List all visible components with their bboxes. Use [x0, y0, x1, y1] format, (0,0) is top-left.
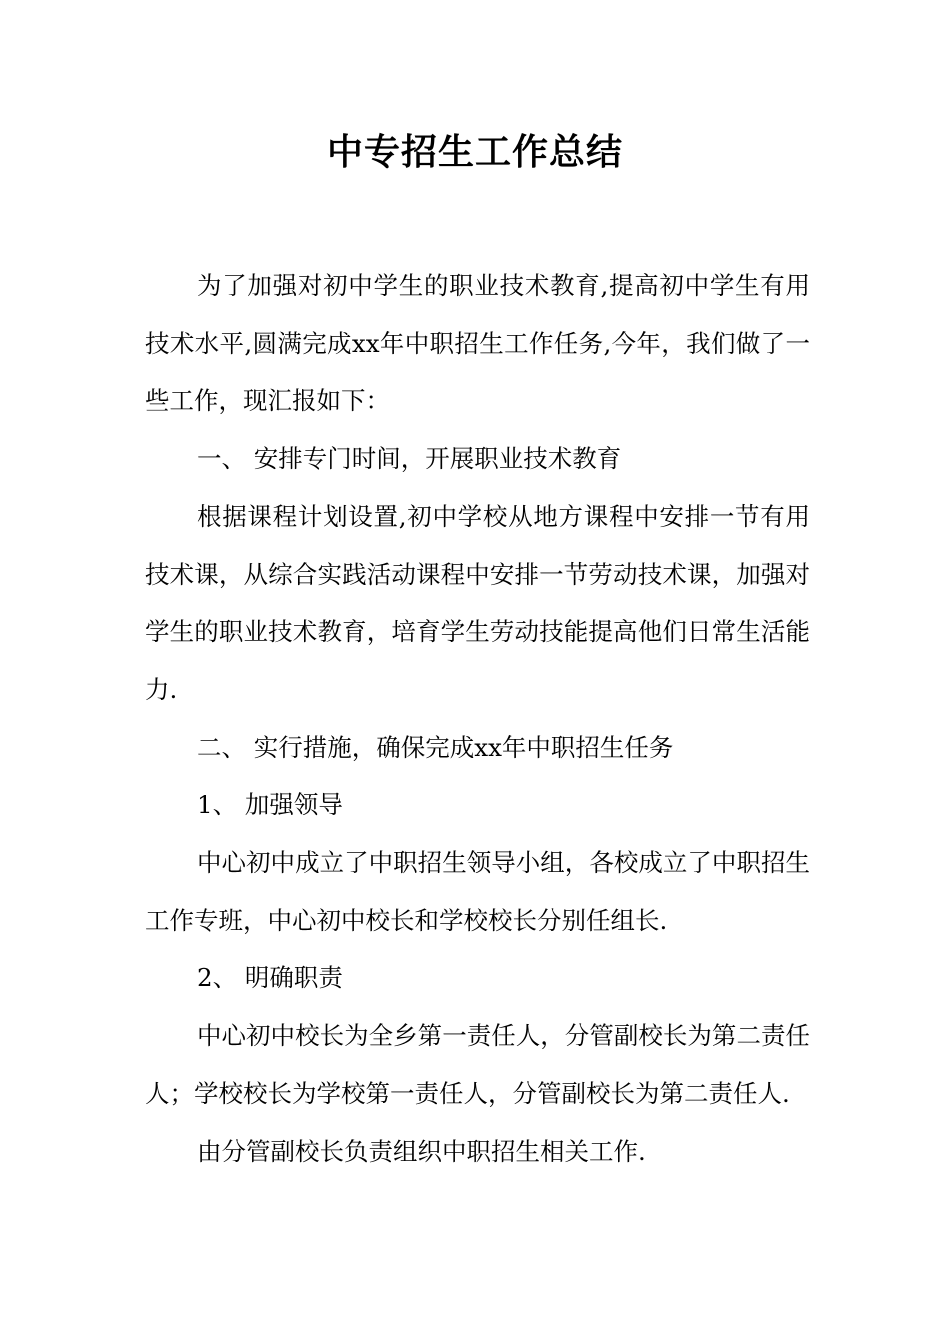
paragraph-intro: 为了加强对初中学生的职业技术教育,提高初中学生有用技术水平,圆满完成xx年中职招生工作任务,今年，我们做了一些工作，现汇报如下：	[145, 271, 810, 416]
paragraph-organization: 由分管副校长负责组织中职招生相关工作.	[197, 1136, 646, 1166]
paragraph-curriculum: 根据课程计划设置,初中学校从地方课程中安排一节有用技术课，从综合实践活动课程中安排一节劳动技术课，加强对学生的职业技术教育，培育学生劳动技能提高他们日常生活能力.	[145, 501, 810, 704]
section-heading-2: 二、 实行措施，确保完成xx年中职招生任务	[197, 732, 674, 762]
paragraph-leadership: 中心初中成立了中职招生领导小组，各校成立了中职招生工作专班，中心初中校长和学校校长分别任组长.	[145, 848, 810, 935]
section-heading-1: 一、 安排专门时间，开展职业技术教育	[197, 444, 622, 474]
subheading-leadership: 1、 加强领导	[197, 790, 343, 820]
paragraph-duties: 中心初中校长为全乡第一责任人，分管副校长为第二责任人；学校校长为学校第一责任人，分管副校长为第二责任人.	[145, 1021, 810, 1108]
document-title: 中专招生工作总结	[326, 132, 623, 173]
document-body	[145, 257, 810, 1180]
subheading-duties: 2、 明确职责	[197, 963, 343, 993]
